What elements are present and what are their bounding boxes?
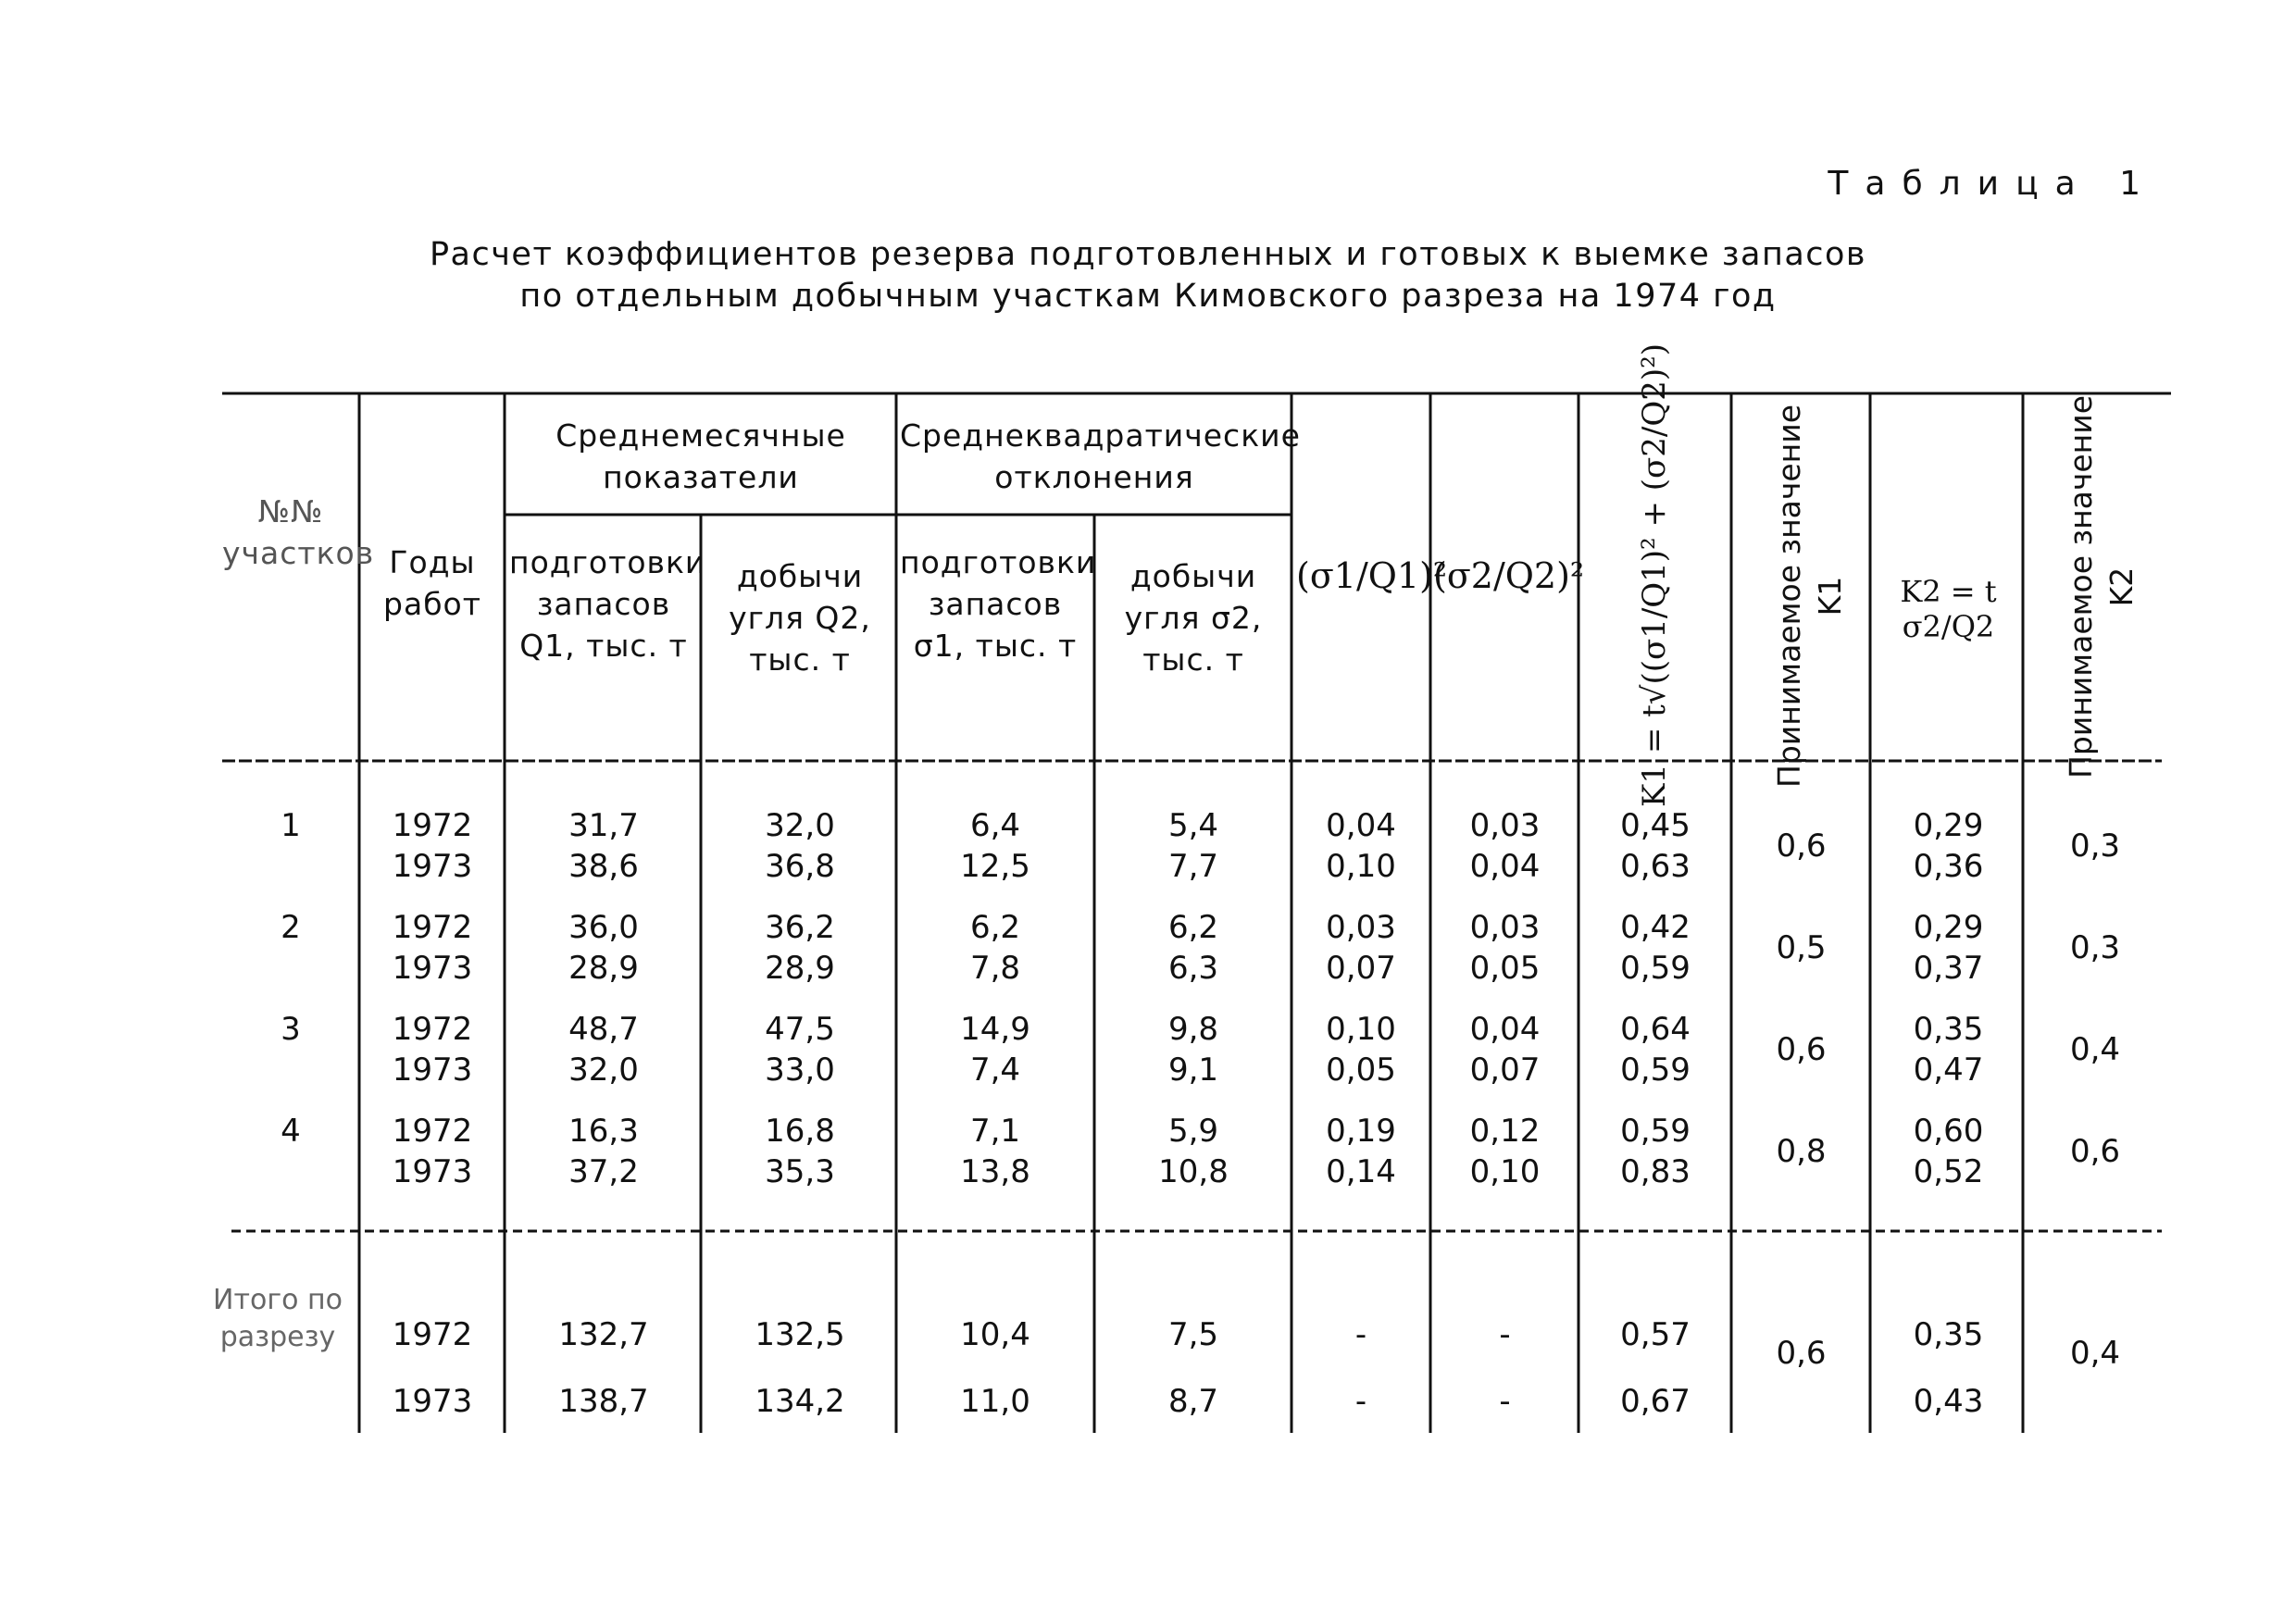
cell-q1-1973: 32,0: [568, 1052, 639, 1089]
total-k2-1973: 0,43: [1913, 1383, 1984, 1420]
header-sd-coal: добычи угля σ2, тыс. т: [1124, 558, 1263, 678]
cell-years-1973: 1973: [392, 1052, 473, 1089]
total-years-1972: 1972: [392, 1316, 473, 1353]
total-r2-1972: -: [1499, 1316, 1511, 1353]
cell-k1-1972: 0,59: [1620, 1113, 1691, 1150]
header-group-average: Среднемесячные показатели: [555, 417, 846, 495]
cell-r2-1972: 0,03: [1469, 807, 1541, 844]
table-title-line-1: Расчет коэффициентов резерва подготовленных и готовых к выемке запасов: [429, 236, 1867, 273]
cell-s1-1972: 7,1: [969, 1113, 1021, 1150]
cell-q1-1972: 16,3: [568, 1113, 639, 1150]
cell-years-1973: 1973: [392, 950, 473, 987]
total-q2-1972: 132,5: [755, 1316, 845, 1353]
cell-r2-1973: 0,04: [1469, 848, 1541, 885]
total-k2-accepted: 0,4: [2069, 1335, 2121, 1372]
table-title-line-2: по отдельным добычным участкам Кимовского разреза на 1974 год: [519, 278, 1777, 315]
cell-k2-1973: 0,47: [1913, 1052, 1984, 1089]
cell-k1-1973: 0,59: [1620, 1052, 1691, 1089]
header-k2-accepted: Принимаемое значение K2: [2063, 395, 2140, 778]
cell-k2-1972: 0,35: [1913, 1011, 1984, 1048]
cell-r2-1973: 0,05: [1469, 950, 1541, 987]
k2-accepted-value: 0,6: [2069, 1133, 2121, 1170]
cell-q2-1972: 36,2: [765, 909, 835, 946]
cell-q2-1973: 35,3: [765, 1153, 835, 1190]
cell-r2-1972: 0,04: [1469, 1011, 1541, 1048]
cell-q2-1973: 33,0: [765, 1052, 835, 1089]
cell-q1-1973: 37,2: [568, 1153, 639, 1190]
cell-q2-1972: 16,8: [765, 1113, 835, 1150]
cell-q1-1973: 28,9: [568, 950, 639, 987]
cell-k1-1972: 0,42: [1620, 909, 1691, 946]
cell-k2-1972: 0,29: [1913, 909, 1984, 946]
total-k2-1972: 0,35: [1913, 1316, 1984, 1353]
site-number: 3: [281, 1011, 301, 1048]
header-k1-formula: K1 = t√((σ1/Q1)² + (σ2/Q2)²): [1636, 342, 1673, 807]
total-r1-1972: -: [1354, 1316, 1367, 1353]
cell-s2-1973: 9,1: [1167, 1052, 1219, 1089]
header-group-std-dev: Среднеквадратические отклонения: [900, 417, 1301, 495]
total-s2-1973: 8,7: [1167, 1383, 1219, 1420]
cell-q1-1972: 31,7: [568, 807, 639, 844]
total-r1-1973: -: [1354, 1383, 1367, 1420]
cell-s2-1973: 10,8: [1158, 1153, 1229, 1190]
cell-k2-1972: 0,60: [1913, 1113, 1984, 1150]
cell-r1-1973: 0,10: [1326, 848, 1396, 885]
header-k1-accepted: Принимаемое значение K1: [1771, 404, 1848, 788]
cell-years-1972: 1972: [392, 1011, 473, 1048]
total-q1-1973: 138,7: [558, 1383, 649, 1420]
cell-r2-1972: 0,12: [1469, 1113, 1541, 1150]
k1-accepted-value: 0,6: [1776, 1031, 1827, 1068]
cell-k2-1973: 0,36: [1913, 848, 1984, 885]
cell-q1-1972: 48,7: [568, 1011, 639, 1048]
cell-years-1972: 1972: [392, 909, 473, 946]
cell-k2-1973: 0,52: [1913, 1153, 1984, 1190]
total-k1-1973: 0,67: [1620, 1383, 1691, 1420]
site-number: 4: [281, 1113, 301, 1150]
cell-s1-1973: 12,5: [960, 848, 1030, 885]
cell-years-1972: 1972: [392, 807, 473, 844]
cell-s2-1972: 9,8: [1167, 1011, 1219, 1048]
cell-s2-1973: 6,3: [1167, 950, 1219, 987]
cell-k1-1972: 0,45: [1620, 807, 1691, 844]
cell-q2-1973: 36,8: [765, 848, 835, 885]
header-ratio1-squared: (σ1/Q1)²: [1296, 555, 1448, 596]
cell-r1-1973: 0,14: [1326, 1153, 1396, 1190]
cell-s1-1973: 13,8: [960, 1153, 1030, 1190]
k1-accepted-value: 0,8: [1776, 1133, 1827, 1170]
cell-s2-1972: 5,4: [1167, 807, 1219, 844]
cell-q1-1972: 36,0: [568, 909, 639, 946]
cell-r2-1973: 0,07: [1469, 1052, 1541, 1089]
total-k1-1972: 0,57: [1620, 1316, 1691, 1353]
cell-r1-1972: 0,10: [1326, 1011, 1396, 1048]
total-years-1973: 1973: [392, 1383, 473, 1420]
cell-s2-1972: 5,9: [1167, 1113, 1219, 1150]
cell-s2-1972: 6,2: [1167, 909, 1219, 946]
cell-years-1973: 1973: [392, 848, 473, 885]
cell-years-1972: 1972: [392, 1113, 473, 1150]
header-coal-q2: добычи угля Q2, тыс. т: [729, 558, 871, 678]
total-s2-1972: 7,5: [1167, 1316, 1219, 1353]
k1-accepted-value: 0,6: [1776, 828, 1827, 865]
cell-k1-1973: 0,83: [1620, 1153, 1691, 1190]
site-number: 2: [281, 909, 301, 946]
cell-s2-1973: 7,7: [1167, 848, 1219, 885]
cell-r1-1972: 0,04: [1326, 807, 1396, 844]
cell-r2-1973: 0,10: [1469, 1153, 1541, 1190]
cell-s1-1972: 14,9: [960, 1011, 1030, 1048]
header-sd-prep: подготовки запасов σ1, тыс. т: [900, 544, 1097, 664]
cell-q1-1973: 38,6: [568, 848, 639, 885]
cell-r1-1972: 0,19: [1326, 1113, 1396, 1150]
cell-k1-1973: 0,59: [1620, 950, 1691, 987]
cell-r1-1973: 0,07: [1326, 950, 1396, 987]
cell-q2-1972: 47,5: [765, 1011, 835, 1048]
header-site-no: №№ участков: [222, 493, 375, 571]
total-q2-1973: 134,2: [755, 1383, 845, 1420]
cell-r1-1973: 0,05: [1326, 1052, 1396, 1089]
k2-accepted-value: 0,3: [2069, 929, 2121, 966]
site-number: 1: [281, 807, 301, 844]
cell-k1-1973: 0,63: [1620, 848, 1691, 885]
cell-s1-1972: 6,4: [969, 807, 1021, 844]
k2-accepted-value: 0,4: [2069, 1031, 2121, 1068]
cell-r2-1972: 0,03: [1469, 909, 1541, 946]
total-label: Итого по разрезу: [213, 1284, 343, 1353]
cell-k2-1973: 0,37: [1913, 950, 1984, 987]
total-s1-1972: 10,4: [960, 1316, 1030, 1353]
header-prep-q1: подготовки запасов Q1, тыс. т: [509, 544, 706, 664]
header-ratio2-squared: (σ2/Q2)²: [1433, 555, 1585, 596]
total-r2-1973: -: [1499, 1383, 1511, 1420]
cell-s1-1973: 7,4: [969, 1052, 1021, 1089]
cell-r1-1972: 0,03: [1326, 909, 1396, 946]
k1-accepted-value: 0,5: [1776, 929, 1827, 966]
k2-accepted-value: 0,3: [2069, 828, 2121, 865]
cell-k2-1972: 0,29: [1913, 807, 1984, 844]
cell-s1-1973: 7,8: [969, 950, 1021, 987]
cell-s1-1972: 6,2: [969, 909, 1021, 946]
cell-q2-1972: 32,0: [765, 807, 835, 844]
total-s1-1973: 11,0: [960, 1383, 1030, 1420]
header-years: Годы работ: [383, 544, 481, 622]
cell-years-1973: 1973: [392, 1153, 473, 1190]
total-q1-1972: 132,7: [558, 1316, 649, 1353]
total-k1-accepted: 0,6: [1776, 1335, 1827, 1372]
cell-k1-1972: 0,64: [1620, 1011, 1691, 1048]
header-k2-formula: K2 = t σ2/Q2: [1900, 574, 1997, 644]
table-label: Таблица 1: [1828, 165, 2157, 203]
cell-q2-1973: 28,9: [765, 950, 835, 987]
